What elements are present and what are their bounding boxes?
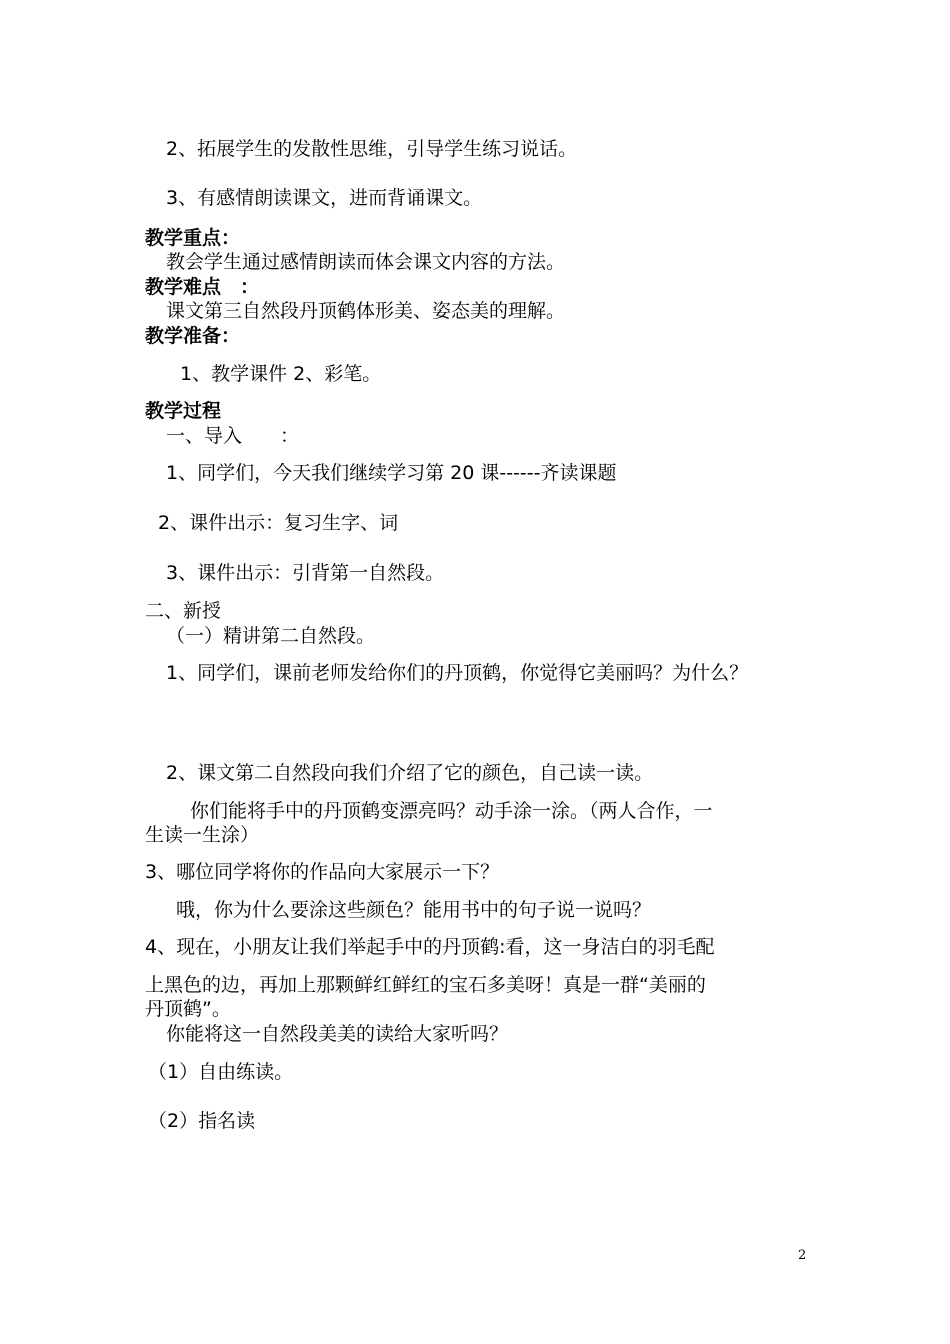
difficulties-text: 课文第三自然段丹顶鹤体形美、姿态美的理解。 [166, 300, 566, 322]
heading-key-points: 教学重点： [145, 227, 241, 249]
heading-preparation: 教学准备： [145, 325, 241, 347]
lesson-step-2-activity: 你们能将手中的丹顶鹤变漂亮吗？动手涂一涂。（两人合作，一 [190, 800, 713, 822]
lesson-step-1: 1、同学们，课前老师发给你们的丹顶鹤，你觉得它美丽吗？为什么？ [166, 662, 749, 684]
preparation-text: 1、教学课件 2、彩笔。 [180, 363, 382, 385]
heading-difficulties: 教学难点 ： [145, 276, 260, 298]
reading-step-1: （1）自由练读。 [148, 1061, 294, 1083]
intro-step-3: 3、课件出示：引背第一自然段。 [166, 562, 445, 584]
lesson-step-3-question: 哦，你为什么要涂这些颜色？能用书中的句子说一说吗？ [176, 899, 652, 921]
intro-step-2: 2、课件出示：复习生字、词 [158, 512, 399, 534]
section-new-lesson: 二、新授 [145, 600, 222, 622]
reading-prompt: 你能将这一自然段美美的读给大家听吗？ [166, 1023, 509, 1045]
objective-2: 2、拓展学生的发散性思维，引导学生练习说话。 [166, 138, 578, 160]
lesson-step-2: 2、课文第二自然段向我们介绍了它的颜色，自己读一读。 [166, 762, 654, 784]
lesson-step-2-activity-cont: 生读一生涂） [145, 824, 260, 846]
subsection-paragraph-2: （一）精讲第二自然段。 [166, 625, 376, 647]
lesson-step-4-cont: 上黑色的边，再加上那颗鲜红鲜红的宝石多美呀！真是一群“美丽的 [145, 974, 706, 996]
heading-process: 教学过程 [145, 400, 222, 422]
section-intro: 一、导入 ： [166, 425, 300, 447]
page-number: 2 [798, 1248, 807, 1263]
lesson-step-4: 4、现在，小朋友让我们举起手中的丹顶鹤:看，这一身洁白的羽毛配 [145, 936, 715, 958]
intro-step-1: 1、同学们，今天我们继续学习第 20 课------齐读课题 [166, 462, 617, 484]
key-points-text: 教会学生通过感情朗读而体会课文内容的方法。 [166, 251, 566, 273]
lesson-step-3: 3、哪位同学将你的作品向大家展示一下？ [145, 861, 500, 883]
lesson-step-4-end: 丹顶鹤”。 [145, 998, 231, 1020]
reading-step-2: （2）指名读 [148, 1110, 256, 1132]
objective-3: 3、有感情朗读课文，进而背诵课文。 [166, 187, 483, 209]
